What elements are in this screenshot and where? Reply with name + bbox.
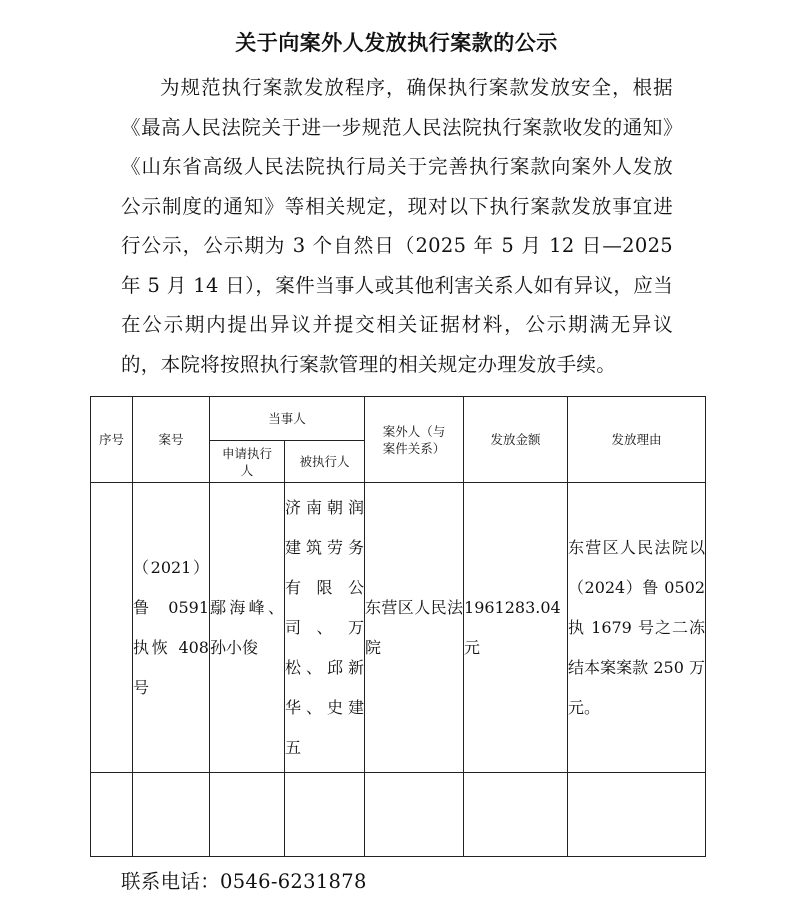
document-title: 关于向案外人发放执行案款的公示 [235, 31, 558, 55]
cell-applicant [210, 773, 285, 857]
cell-outsider: 东营区人民法院 [365, 483, 464, 773]
notice-paragraph: 为规范执行案款发放程序，确保执行案款发放安全，根据《最高人民法院关于进一步规范人民法院执行案款收发的通知》《山东省高级人民法院执行局关于完善执行案款向案外人发放公示制度的通知》等相关规定，现对以下执行案款发放事宜进行公示，公示期为 3 个自然日（2025 年 5 月 12 日—2025 年 5 月 14 日），案件当事人或其他利害关系人如有异议，应当在公示期内提出异议并提交相关证据材料，公示期满无异议的，本院将按照执行案款管理的相关规定办理发放手续。 [121, 76, 673, 376]
header-outsider: 案外人（与案件关系） [365, 397, 464, 483]
header-amount: 发放金额 [464, 397, 568, 483]
table-row [91, 483, 706, 773]
disbursement-table [90, 396, 706, 857]
header-parties: 当事人 [210, 397, 365, 441]
table-row [91, 773, 706, 857]
cell-amount [464, 773, 568, 857]
header-respondent: 被执行人 [285, 441, 365, 483]
cell-reason [568, 773, 706, 857]
cell-seq [91, 483, 133, 773]
cell-outsider [365, 773, 464, 857]
cell-case-number [133, 773, 210, 857]
header-reason: 发放理由 [568, 397, 706, 483]
cell-applicant: 鄢海峰、孙小俊 [210, 483, 285, 773]
header-case-number: 案号 [133, 397, 210, 483]
table-header-row [91, 397, 706, 441]
contact-phone: 联系电话：0546-6231878 [121, 870, 367, 893]
cell-respondent: 济南朝润建筑劳务有限公司、万松、邱新华、史建五 [285, 483, 365, 773]
header-seq: 序号 [91, 397, 133, 483]
cell-seq [91, 773, 133, 857]
cell-amount: 1961283.04 元 [464, 483, 568, 773]
header-applicant: 申请执行人 [210, 441, 285, 483]
cell-respondent [285, 773, 365, 857]
cell-reason: 东营区人民法院以（2024）鲁 0502 执 1679 号之二冻结本案案款 250 万元。 [568, 483, 706, 773]
cell-case-number: （2021）鲁 0591 执恢 408 号 [133, 483, 210, 773]
